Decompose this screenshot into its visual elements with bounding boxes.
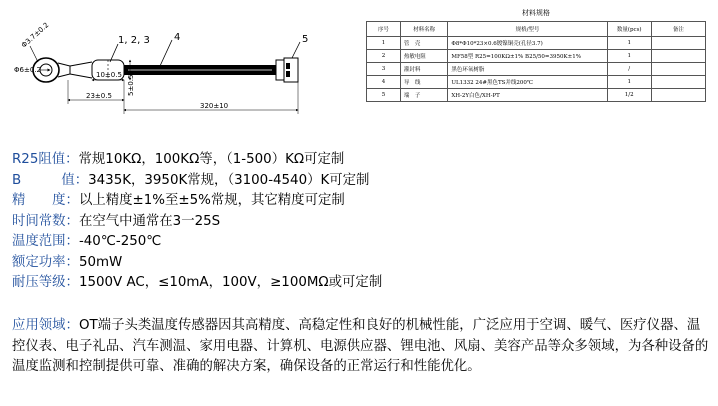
table-row: [367, 89, 706, 102]
param-label: 额定功率：: [12, 254, 79, 270]
sensor-drawing: [0, 0, 360, 118]
dim-bore: Φ6±0.2: [14, 66, 41, 74]
table-row: [367, 37, 706, 50]
cell-spec: XH-2Y白色/XH-PT: [448, 89, 607, 102]
col-header-name: 材料名称: [400, 22, 447, 37]
dim-body: 10±0.5: [96, 71, 122, 79]
table-row: [367, 50, 706, 63]
cell-spec: Φ8*Φ10*23×0.6镀镍铜壳(孔径3.7): [448, 37, 607, 50]
param-label: R25阻值：: [12, 152, 79, 167]
param-value: -40℃-250℃: [78, 234, 162, 249]
param-value: 3435K，3950K常规，（3100-4540）K可定制: [88, 172, 370, 188]
application-label: 应用领域：: [12, 318, 79, 333]
cell-spec: MF58型 R25=100KΩ±1% B25/50=3950K±1%: [448, 50, 607, 63]
dim-ring: Φ3.7±0.2: [19, 21, 51, 50]
cell-note: [651, 63, 705, 76]
callout-wire: 4: [174, 32, 181, 43]
table-row: [367, 63, 706, 76]
cell-no: 2: [367, 50, 401, 63]
callout-terminal: 5: [302, 34, 309, 45]
cell-qty: 1: [607, 37, 651, 50]
cell-qty: 1: [607, 50, 651, 63]
param-value: 常规10KΩ，100KΩ等，（1-500）KΩ可定制: [78, 152, 345, 167]
connector: [276, 58, 298, 82]
cell-name: 端 子: [400, 89, 447, 102]
col-header-no: 序号: [367, 22, 401, 37]
dim-height: 5±0.5: [127, 74, 135, 96]
col-header-note: 备注: [651, 22, 705, 37]
cell-name: 导 线: [400, 76, 447, 89]
callout-parts: 1, 2, 3: [118, 35, 150, 46]
cell-name: 管 壳: [400, 37, 447, 50]
param-label: 温度范围：: [12, 234, 79, 249]
cell-note: [651, 50, 705, 63]
application-paragraph: [12, 316, 712, 378]
table-row: [367, 76, 706, 89]
param-value: 在空气中通常在3一25S: [78, 213, 221, 229]
spec-table-title: 材料规格: [522, 9, 550, 17]
application-text: OT端子头类温度传感器因其高精度、高稳定性和良好的机械性能，广泛应用于空调、暖气、医疗仪器、温控仪表、电子礼品、汽车测温、家用电器、计算机、电源供应器、锂电池、风扇、美容产品等众多领域，为各种设备的温度监测和控制提供可靠、准确的解决方案，确保设备的正常运行和性能优化。: [12, 318, 709, 375]
cell-no: 4: [367, 76, 401, 89]
param-label: B 值：: [12, 172, 89, 188]
param-b-value: [12, 171, 382, 192]
param-r25: [12, 150, 382, 171]
param-value: 50mW: [78, 254, 123, 270]
spec-table-header: [367, 22, 706, 37]
callout-line-wire: [160, 40, 172, 66]
parameter-list: [12, 150, 382, 294]
cell-no: 5: [367, 89, 401, 102]
col-header-spec: 规格/型号: [448, 22, 607, 37]
param-value: 1500V AC，≤10mA，100V，≥100MΩ或可定制: [78, 275, 383, 290]
cell-note: [651, 89, 705, 102]
cell-qty: 1/2: [607, 89, 651, 102]
spec-table: [366, 21, 706, 102]
param-label: 耐压等级：: [12, 275, 79, 290]
lead-wire: [124, 65, 276, 75]
param-label: 时间常数：: [12, 213, 79, 229]
cell-note: [651, 37, 705, 50]
param-time-constant: [12, 212, 382, 233]
param-withstand-voltage: [12, 273, 382, 294]
dim-total: 320±10: [200, 102, 229, 110]
param-accuracy: [12, 191, 382, 212]
cell-spec: UL1332 24#黑色TS并线200℃: [448, 76, 607, 89]
cell-spec: 黑色环氧树脂: [448, 63, 607, 76]
param-temperature-range: [12, 232, 382, 253]
dim-ring-leader: [30, 46, 38, 62]
param-rated-power: [12, 253, 382, 274]
cell-no: 1: [367, 37, 401, 50]
param-value: 以上精度±1%至±5%常规，其它精度可定制: [78, 193, 345, 208]
cell-name: 灌封料: [400, 63, 447, 76]
cell-qty: 1: [607, 76, 651, 89]
callout-line-terminal: [292, 42, 300, 58]
col-header-qty: 数量(pcs): [607, 22, 651, 37]
cell-note: [651, 76, 705, 89]
spec-table-block: [366, 8, 706, 102]
cell-name: 热敏电阻: [400, 50, 447, 63]
dim-head: 23±0.5: [86, 92, 112, 100]
callout-line-parts: [110, 44, 118, 62]
param-label: 精 度：: [12, 193, 79, 208]
cell-qty: /: [607, 63, 651, 76]
cell-no: 3: [367, 63, 401, 76]
